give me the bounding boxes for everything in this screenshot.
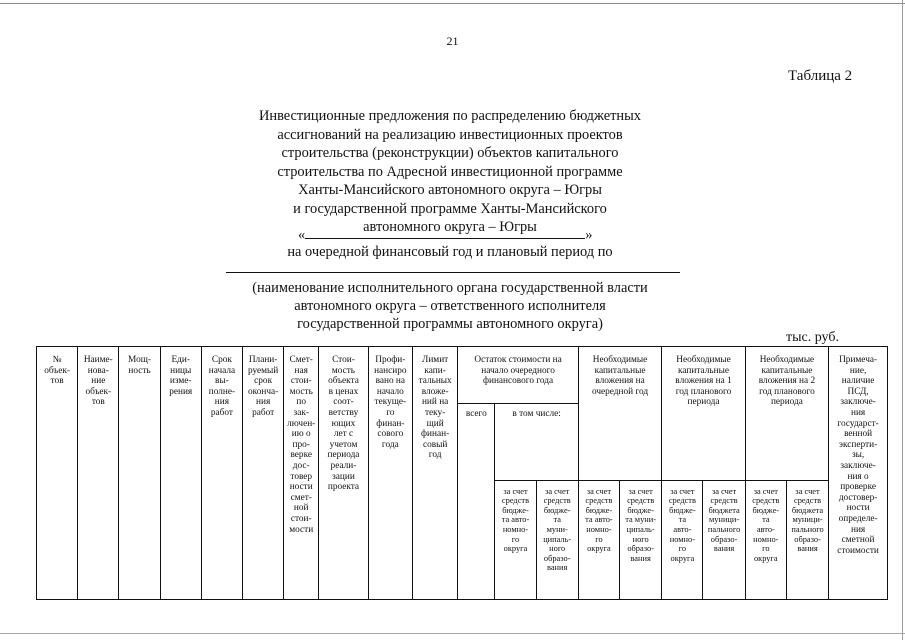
agency-caption-line: (наименование исполнительного органа государственной власти xyxy=(252,280,648,296)
table-label: Таблица 2 xyxy=(788,68,853,84)
agency-name-blank-rule xyxy=(226,272,680,273)
program-name-blank-line xyxy=(298,227,608,244)
fill-in-blank xyxy=(305,228,585,239)
header-plan-year-2-district-budget: за счет средств бюдже- та авто- номно- го округа xyxy=(745,480,786,599)
header-needed-plan-year-1: Необходимые капитальные вложения на 1 год планового периода xyxy=(662,347,745,481)
header-estimated-cost: Смет- ная стои- мость по зак- лючен- ию о про- верке дос- товер ности смет- ной стои- мости xyxy=(284,347,319,600)
title-line: ассигнований на реализацию инвестиционных проектов xyxy=(277,126,623,143)
quote-close: » xyxy=(585,227,593,243)
quote-open: « xyxy=(298,227,306,243)
agency-caption xyxy=(220,279,680,333)
header-remaining-total: всего xyxy=(458,404,495,600)
header-investment-limit: Лимит капи- тальных вложе- ний на теку- щий финан- совый год xyxy=(412,347,457,600)
header-including: в том числе: xyxy=(495,404,578,481)
period-line: на очередной финансовый год и плановый период по xyxy=(287,244,613,260)
agency-caption-line: автономного округа – ответственного исполнителя xyxy=(294,298,606,314)
title-line: строительства (реконструкции) объектов капитального xyxy=(281,145,619,161)
header-needed-plan-year-2: Необходимые капитальные вложения на 2 год планового периода xyxy=(745,347,828,481)
header-notes: Примеча- ние, наличие ПСД, заключе- ния государст- венной эксперти- зы, заключе- ния о проверке достовер- ности определе- ния сметной стоимости xyxy=(829,347,888,600)
title-line: Ханты-Мансийского автономного округа – Югры xyxy=(298,182,602,198)
header-object-number: № объек- тов xyxy=(37,347,78,600)
header-plan-year-1-municipal-budget: за счет средств бюджета муници- пального образо- вания xyxy=(703,480,745,599)
header-capacity: Мощ- ность xyxy=(119,347,160,600)
title-line: и государственной программе Ханты-Мансийского xyxy=(293,200,607,217)
scan-edge-bottom xyxy=(0,633,905,634)
document-title xyxy=(220,107,680,237)
header-object-cost: Стои- мость объекта в ценах соот- ветству ющих лет с учетом периода реали- зации проекта xyxy=(319,347,368,600)
header-units: Еди- ницы изме- рения xyxy=(160,347,201,600)
units-label: тыс. руб. xyxy=(786,330,839,345)
header-planned-end-date: Плани- руемый срок оконча- ния работ xyxy=(243,347,284,600)
scan-edge-top xyxy=(0,3,905,4)
investment-table xyxy=(36,346,888,600)
scan-edge-right xyxy=(902,0,903,640)
header-next-year-municipal-budget: за счет средств бюдже- та муни- ципаль- ного образо- вания xyxy=(620,480,662,599)
header-object-name: Наиме- нова- ние объек- тов xyxy=(78,347,119,600)
header-remaining-district-budget: за счет средств бюдже- та авто- номно- го округа xyxy=(495,480,536,599)
header-plan-year-2-municipal-budget: за счет средств бюджета муници- пального образо- вания xyxy=(786,480,828,599)
title-line: автономного округа – Югры xyxy=(363,219,537,235)
header-financed: Профи- нансиро вано на начало текуще- го финан- сового года xyxy=(368,347,412,600)
header-next-year-district-budget: за счет средств бюдже- та авто- номно- го округа xyxy=(578,480,619,599)
header-remaining-cost: Остаток стоимости на начало очередного финансового года xyxy=(458,347,579,404)
header-remaining-municipal-budget: за счет средств бюдже- та муни- ципаль- ного образо- вания xyxy=(536,480,578,599)
header-start-date: Срок начала вы- полне- ния работ xyxy=(201,347,242,600)
title-line: Инвестиционные предложения по распределению бюджетных xyxy=(258,108,642,124)
title-line: строительства по Адресной инвестиционной программе xyxy=(277,163,623,180)
header-needed-next-year: Необходимые капитальные вложения на очередной год xyxy=(578,347,661,481)
agency-caption-line: государственной программы автономного округа) xyxy=(297,316,603,332)
page-number: 21 xyxy=(446,34,459,48)
header-plan-year-1-district-budget: за счет средств бюдже- та авто- номно- го округа xyxy=(662,480,703,599)
